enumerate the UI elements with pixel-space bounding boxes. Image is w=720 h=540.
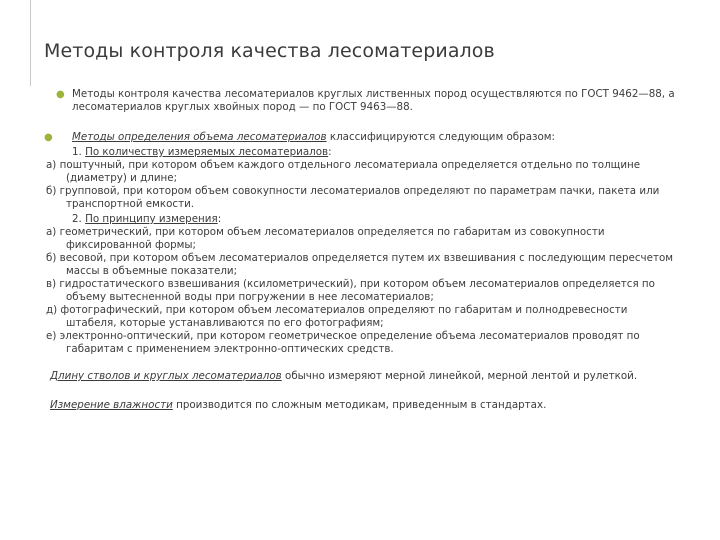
volume-methods-rest: классифицируются следующим образом: xyxy=(326,131,556,143)
paragraph-moisture xyxy=(50,399,678,412)
length-rest: обычно измеряют мерной линейкой, мерной лентой и рулеткой. xyxy=(281,370,638,382)
list-item-piece: а) поштучный, при котором объем каждого отдельного лесоматериала определяется отдельно по толщине (диаметру) и длине; xyxy=(46,159,641,184)
list-item-electro-optical: е) электронно-оптический, при котором геометрическое определение объема лесоматериалов проводят по габаритам с применением электронно-оптических средств. xyxy=(46,330,640,355)
list-heading-1-colon: : xyxy=(328,146,332,158)
list-item-group: б) групповой, при котором объем совокупности лесоматериалов определяют по параметрам пачки, пакета или транспортной емкости. xyxy=(46,185,660,210)
list-heading-1-number: 1. xyxy=(72,146,86,158)
list-item-geometric: а) геометрический, при котором объем лесоматериалов определяется по габаритам из совокупности фиксированной формы; xyxy=(46,226,605,251)
list-heading-2 xyxy=(46,213,678,226)
list-heading-2-label: По принципу измерения xyxy=(85,213,218,225)
moisture-lead: Измерение влажности xyxy=(50,399,173,411)
paragraph-length xyxy=(50,370,678,383)
list-heading-2-colon: : xyxy=(217,213,222,225)
paragraph-volume-methods xyxy=(46,131,678,144)
slide-title: Методы контроля качества лесоматериалов xyxy=(44,40,495,62)
list-item-photographic: д) фотографический, при котором объем лесоматериалов определяют по габаритам и полнодревесности штабеля, которые устанавливаются по его фотографиям; xyxy=(46,304,628,329)
slide-body xyxy=(46,88,678,412)
decorative-vertical-line xyxy=(30,0,31,86)
moisture-rest: производится по сложным методикам, приведенным в стандартах. xyxy=(172,399,547,411)
paragraph-gost xyxy=(46,88,678,114)
list-heading-2-number: 2. xyxy=(72,213,86,225)
bullet-icon: ● xyxy=(44,132,53,143)
paragraph-gost-text: Методы контроля качества лесоматериалов круглых лиственных пород осуществляются по ГОСТ 9462—88, а лесоматериалов круглых хвойных пород — по ГОСТ 9463—88. xyxy=(72,88,675,113)
volume-methods-lead: Методы определения объема лесоматериалов xyxy=(72,131,327,143)
length-lead: Длину стволов и круглых лесоматериалов xyxy=(50,370,282,382)
list-item-hydrostatic: в) гидростатического взвешивания (ксилометрический), при котором объем лесоматериалов определяется по объему вытесненной воды при погружении в нее лесоматериалов; xyxy=(46,278,655,303)
list-heading-1-label: По количеству измеряемых лесоматериалов xyxy=(85,146,329,158)
bullet-icon: ● xyxy=(56,89,65,100)
list-heading-1 xyxy=(46,146,678,159)
list-item-weight: б) весовой, при котором объем лесоматериалов определяется путем их взвешивания с последующим пересчетом массы в объемные показатели; xyxy=(46,252,674,277)
